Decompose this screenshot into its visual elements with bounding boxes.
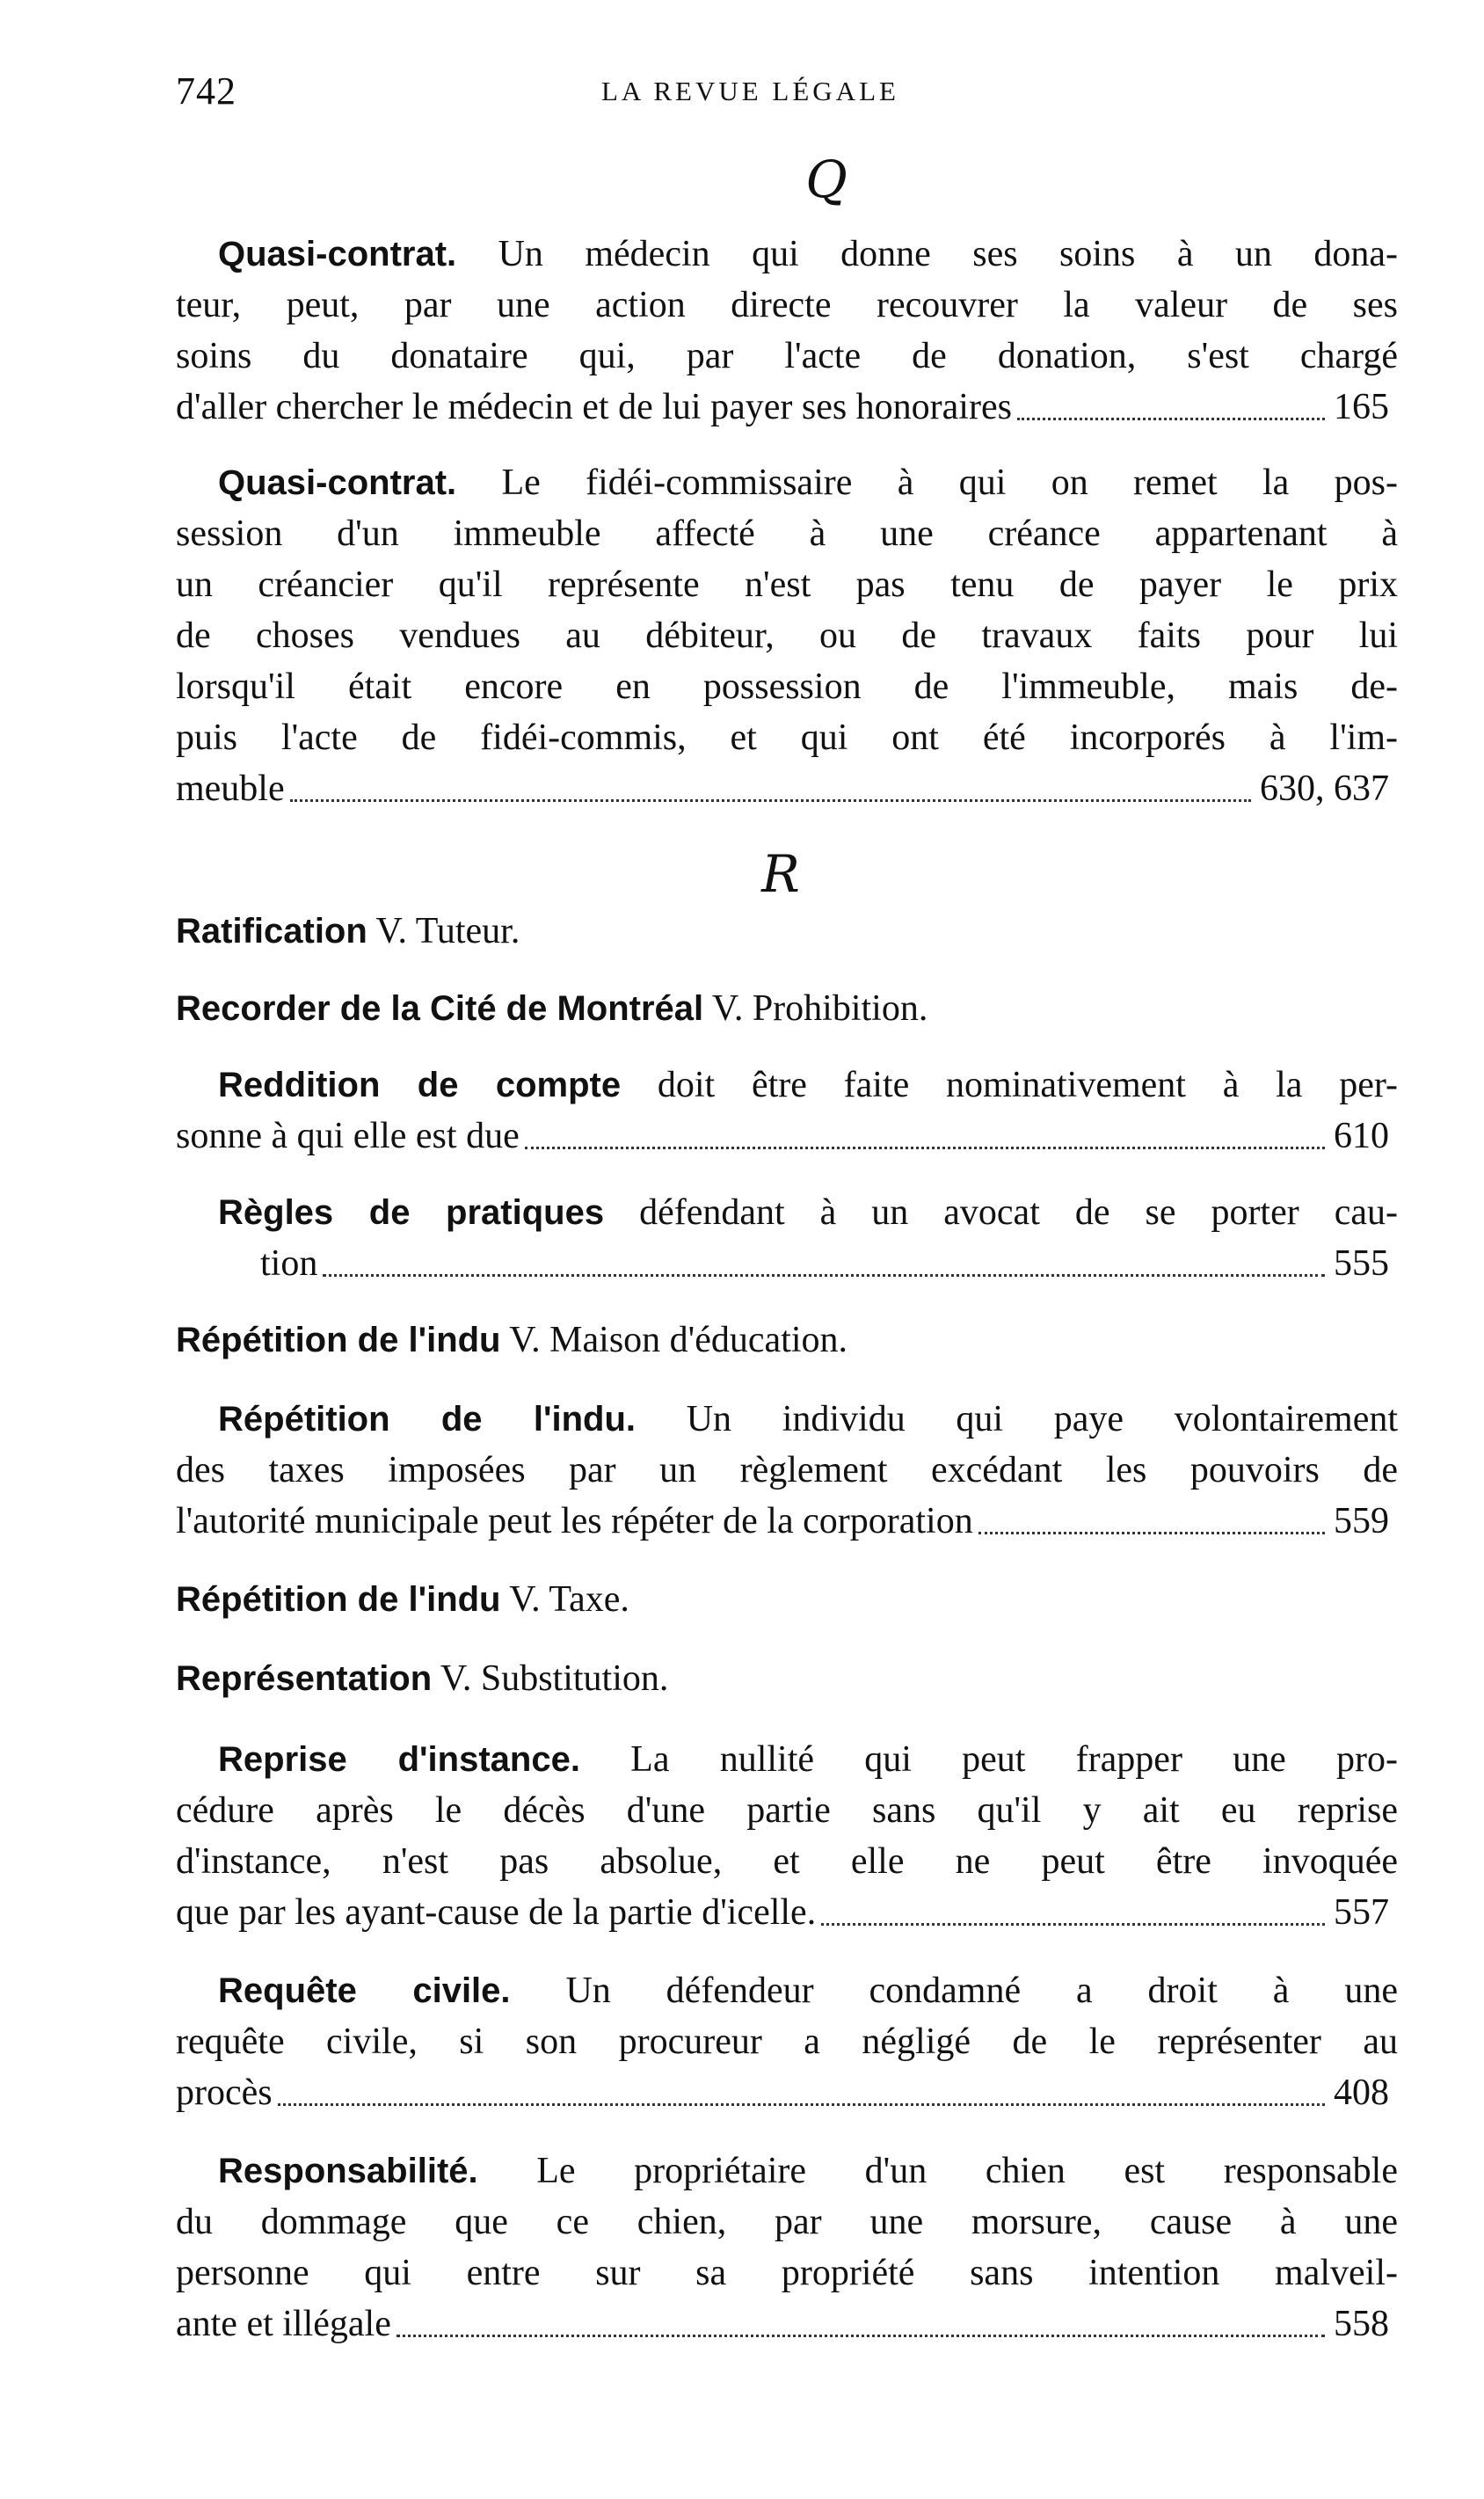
entry-first-line	[176, 983, 1398, 1034]
entry-term: Recorder de la Cité de Montréal	[176, 989, 704, 1028]
entry-text: tion	[260, 1243, 318, 1284]
page-reference: 165	[1334, 387, 1389, 427]
entry-first-line	[176, 1734, 1398, 1785]
entry-last-line	[176, 1111, 1389, 1162]
entry-first-line	[176, 1315, 1398, 1366]
entry-line: des taxes imposées par un règlement excédant les pouvoirs de	[176, 1450, 1398, 1490]
entry-term: Quasi-contrat.	[218, 235, 457, 273]
entry-text: V. Prohibition.	[703, 988, 928, 1029]
entry-line: de choses vendues au débiteur, ou de travaux faits pour lui	[176, 616, 1398, 656]
index-entry	[176, 1187, 1398, 1289]
entry-term: Règles de pratiques	[218, 1193, 605, 1232]
entry-text: sonne à qui elle est due	[176, 1116, 520, 1156]
entry-text: Un médecin qui donne ses soins à un dona-	[456, 234, 1398, 274]
entry-text: Un individu qui paye volontairement	[636, 1399, 1399, 1439]
entry-first-line	[176, 2146, 1398, 2197]
page-reference: 630, 637	[1260, 769, 1389, 809]
page-header	[176, 69, 1389, 121]
entry-text: d'aller chercher le médecin et de lui payer ses honoraires	[176, 387, 1012, 427]
entry-line: soins du donataire qui, par l'acte de donation, s'est chargé	[176, 336, 1398, 376]
entry-text: V. Maison d'éducation.	[500, 1320, 847, 1360]
index-entry	[176, 2146, 1398, 2350]
entry-term: Responsabilité.	[218, 2152, 478, 2190]
entry-term: Reprise d'instance.	[218, 1740, 580, 1779]
entry-first-line	[176, 457, 1398, 508]
entry-text: Le propriétaire d'un chien est responsable	[477, 2151, 1398, 2191]
entry-line: session d'un immeuble affecté à une créance appartenant à	[176, 514, 1398, 554]
entry-term: Répétition de l'indu	[176, 1321, 501, 1359]
entry-last-line	[176, 1887, 1389, 1938]
index-entry	[176, 906, 1398, 957]
entry-last-line	[176, 382, 1389, 433]
page-reference: 558	[1334, 2304, 1389, 2344]
entry-text: ante et illégale	[176, 2304, 391, 2344]
entry-first-line	[176, 906, 1398, 957]
entry-text: V. Taxe.	[500, 1579, 629, 1620]
entry-text: que par les ayant-cause de la partie d'icelle.	[176, 1892, 817, 1933]
entry-line: lorsqu'il était encore en possession de l'immeuble, mais de-	[176, 667, 1398, 707]
index-entry	[176, 1315, 1398, 1366]
entry-line: teur, peut, par une action directe recouvrer la valeur de ses	[176, 285, 1398, 325]
entry-line: d'instance, n'est pas absolue, et elle ne peut être invoquée	[176, 1841, 1398, 1882]
entry-text: V. Tuteur.	[367, 911, 520, 951]
entry-term: Répétition de l'indu.	[218, 1400, 636, 1439]
index-entry	[176, 1394, 1398, 1547]
entry-first-line	[176, 1394, 1398, 1445]
entry-line: personne qui entre sur sa propriété sans intention malveil-	[176, 2253, 1398, 2293]
entry-term: Quasi-contrat.	[218, 463, 457, 502]
entry-first-line	[176, 229, 1398, 280]
page-reference: 559	[1334, 1501, 1389, 1541]
entry-term: Représentation	[176, 1659, 433, 1698]
section-letter-q: Q	[805, 149, 847, 209]
entry-term: Ratification	[176, 912, 367, 951]
entry-text: La nullité qui peut frapper une pro-	[579, 1739, 1399, 1780]
entry-last-line	[176, 2299, 1389, 2350]
dot-leader	[978, 1532, 1325, 1534]
index-entry	[176, 983, 1398, 1034]
section-letter-r: R	[761, 844, 800, 904]
dot-leader	[278, 2103, 1325, 2106]
index-entry	[176, 1060, 1398, 1162]
entry-line: du dommage que ce chien, par une morsure, cause à une	[176, 2202, 1398, 2242]
entry-text: meuble	[176, 769, 285, 809]
entry-term: Requête civile.	[218, 1971, 511, 2010]
entry-last-line	[176, 1496, 1389, 1547]
index-entry	[176, 1965, 1398, 2118]
entry-text: doit être faite nominativement à la per-	[621, 1065, 1398, 1105]
entry-first-line	[176, 1187, 1398, 1238]
index-entry	[176, 229, 1398, 433]
page-reference: 555	[1334, 1243, 1389, 1284]
entry-first-line	[176, 1574, 1398, 1625]
entry-line: puis l'acte de fidéi-commis, et qui ont été incorporés à l'im-	[176, 718, 1398, 758]
running-head: LA REVUE LÉGALE	[601, 76, 899, 106]
page-number: 742	[176, 69, 236, 113]
entry-last-line	[176, 1238, 1389, 1289]
entry-term: Répétition de l'indu	[176, 1580, 501, 1619]
page-reference: 557	[1334, 1892, 1389, 1933]
entry-text: procès	[176, 2073, 273, 2113]
page-reference: 610	[1334, 1116, 1389, 1156]
entry-text: l'autorité municipale peut les répéter de la corporation	[176, 1501, 973, 1541]
dot-leader	[821, 1923, 1325, 1926]
entry-first-line	[176, 1965, 1398, 2016]
entry-last-line	[176, 2067, 1389, 2118]
page-reference: 408	[1334, 2073, 1389, 2113]
entry-line: un créancier qu'il représente n'est pas tenu de payer le prix	[176, 565, 1398, 605]
entry-text: Le fidéi-commissaire à qui on remet la pos-	[456, 463, 1398, 503]
entry-first-line	[176, 1653, 1398, 1704]
dot-leader	[290, 799, 1251, 802]
dot-leader	[396, 2335, 1325, 2337]
index-entry	[176, 1653, 1398, 1704]
index-entry	[176, 1574, 1398, 1625]
entry-text: Un défendeur condamné a droit à une	[510, 1971, 1398, 2011]
entry-first-line	[176, 1060, 1398, 1111]
entry-line: cédure après le décès d'une partie sans qu'il y ait eu reprise	[176, 1790, 1398, 1831]
entry-text: V. Substitution.	[432, 1658, 669, 1699]
dot-leader	[525, 1147, 1325, 1149]
entry-text: défendant à un avocat de se porter cau-	[604, 1192, 1398, 1233]
index-entry	[176, 457, 1398, 814]
entry-last-line	[176, 763, 1389, 814]
entry-line: requête civile, si son procureur a négligé de le représenter au	[176, 2022, 1398, 2062]
dot-leader	[1017, 418, 1325, 420]
entry-term: Reddition de compte	[218, 1066, 622, 1104]
index-entry	[176, 1734, 1398, 1938]
dot-leader	[323, 1274, 1325, 1277]
